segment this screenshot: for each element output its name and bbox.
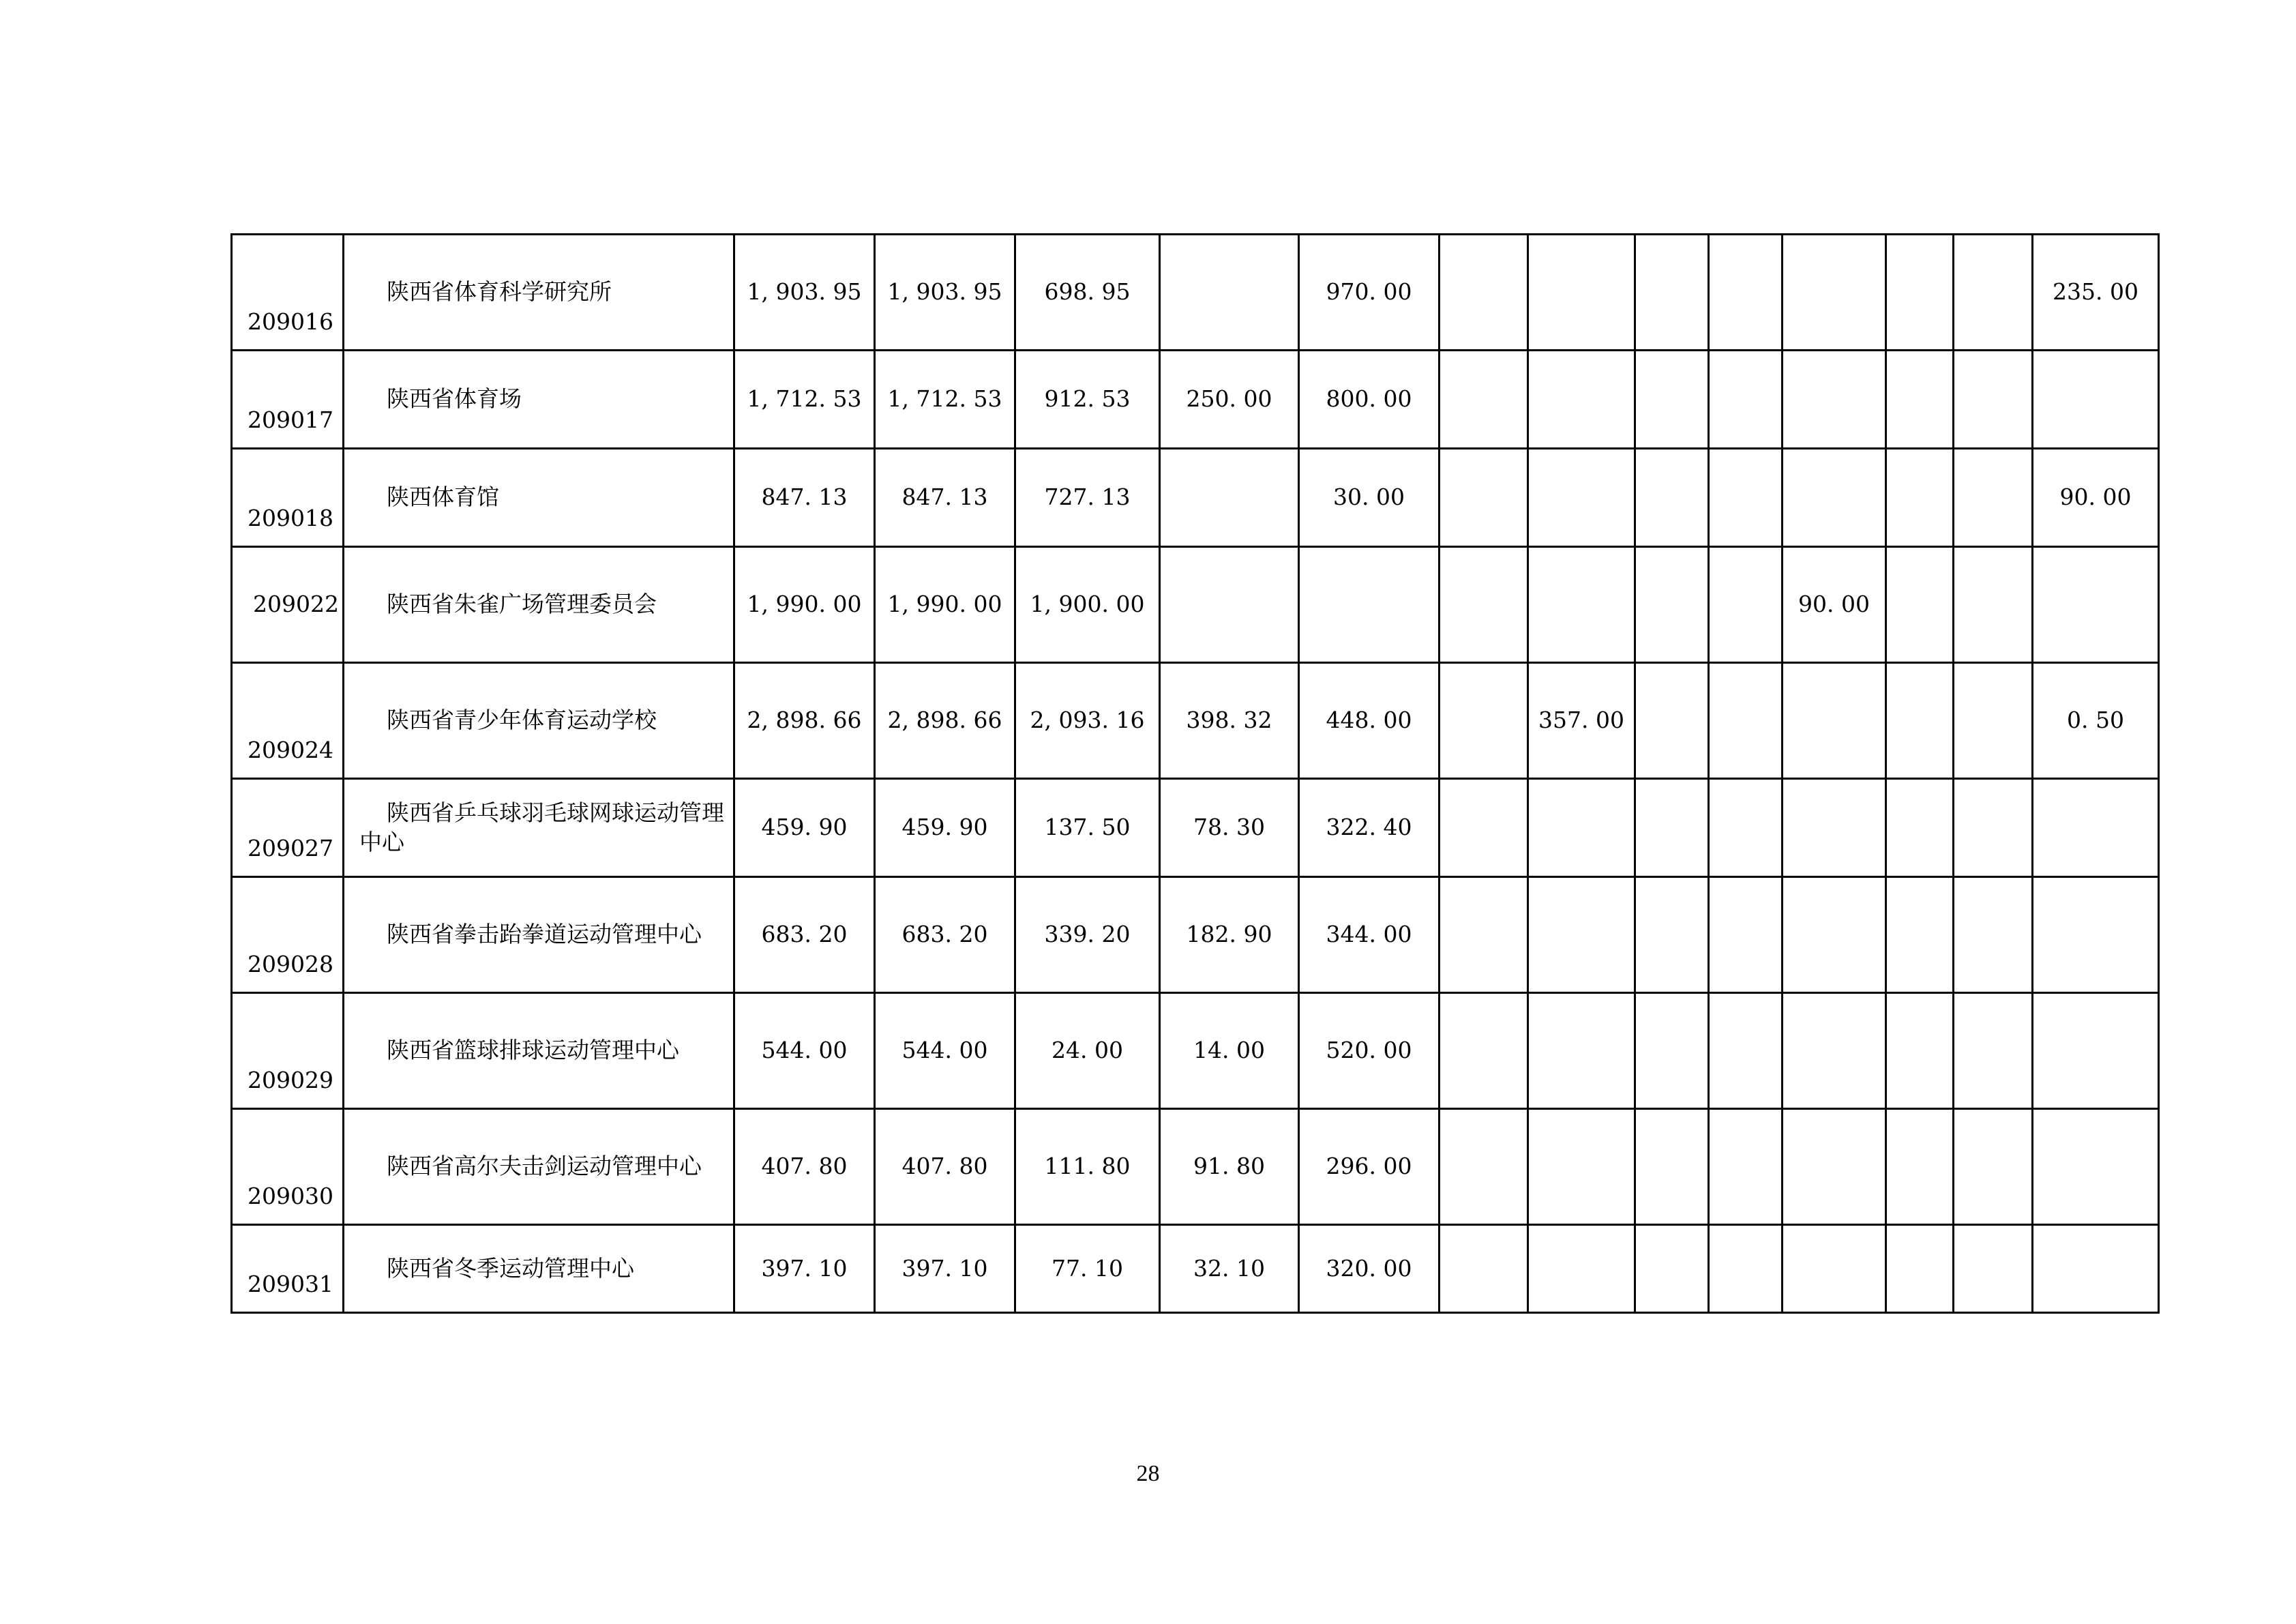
amount-cell: 398. 32 (1160, 663, 1299, 779)
unit-code-cell: 209031 (232, 1225, 344, 1313)
amount-cell (1440, 877, 1528, 993)
amount-cell (1709, 235, 1783, 351)
amount-cell: 683. 20 (875, 877, 1015, 993)
amount-cell (1528, 449, 1635, 547)
amount-cell (1709, 993, 1783, 1109)
amount-cell (1886, 449, 1954, 547)
amount-cell (1528, 779, 1635, 877)
amount-cell: 32. 10 (1160, 1225, 1299, 1313)
amount-cell (1528, 235, 1635, 351)
amount-cell (1886, 779, 1954, 877)
amount-cell (1886, 235, 1954, 351)
unit-name-cell: 陕西体育馆 (344, 449, 734, 547)
amount-cell (1954, 235, 2033, 351)
unit-code-cell: 209017 (232, 351, 344, 449)
table-row (232, 1109, 2159, 1225)
amount-cell (1635, 779, 1709, 877)
amount-cell: 14. 00 (1160, 993, 1299, 1109)
amount-cell (1635, 351, 1709, 449)
amount-cell: 912. 53 (1015, 351, 1160, 449)
unit-code-cell: 209028 (232, 877, 344, 993)
amount-cell: 357. 00 (1528, 663, 1635, 779)
amount-cell (1635, 449, 1709, 547)
amount-cell: 544. 00 (734, 993, 875, 1109)
amount-cell: 344. 00 (1299, 877, 1440, 993)
amount-cell (1528, 993, 1635, 1109)
table-row (232, 993, 2159, 1109)
amount-cell: 698. 95 (1015, 235, 1160, 351)
amount-cell (1160, 449, 1299, 547)
amount-cell (1886, 1225, 1954, 1313)
amount-cell (2033, 779, 2159, 877)
amount-cell (1954, 663, 2033, 779)
amount-cell (1709, 663, 1783, 779)
amount-cell (1783, 1109, 1886, 1225)
amount-cell (1440, 449, 1528, 547)
amount-cell (1635, 547, 1709, 663)
amount-cell (2033, 351, 2159, 449)
amount-cell: 91. 80 (1160, 1109, 1299, 1225)
amount-cell (1528, 1225, 1635, 1313)
table-row (232, 449, 2159, 547)
amount-cell (1886, 993, 1954, 1109)
page-number: 28 (1136, 1461, 1160, 1486)
unit-code-cell: 209024 (232, 663, 344, 779)
amount-cell: 847. 13 (734, 449, 875, 547)
unit-name-cell: 陕西省朱雀广场管理委员会 (344, 547, 734, 663)
unit-code-cell: 209018 (232, 449, 344, 547)
amount-cell: 320. 00 (1299, 1225, 1440, 1313)
unit-name-cell: 陕西省乒乓球羽毛球网球运动管理中心 (344, 779, 734, 877)
amount-cell (1440, 351, 1528, 449)
unit-code-cell: 209030 (232, 1109, 344, 1225)
table-row (232, 663, 2159, 779)
amount-cell (1440, 993, 1528, 1109)
amount-cell: 407. 80 (734, 1109, 875, 1225)
amount-cell: 2, 898. 66 (875, 663, 1015, 779)
amount-cell: 727. 13 (1015, 449, 1160, 547)
amount-cell: 78. 30 (1160, 779, 1299, 877)
amount-cell: 250. 00 (1160, 351, 1299, 449)
amount-cell: 182. 90 (1160, 877, 1299, 993)
amount-cell: 459. 90 (734, 779, 875, 877)
amount-cell (1954, 547, 2033, 663)
amount-cell (1783, 449, 1886, 547)
amount-cell (1783, 993, 1886, 1109)
amount-cell (2033, 1109, 2159, 1225)
amount-cell (1635, 235, 1709, 351)
amount-cell (1783, 235, 1886, 351)
amount-cell (1783, 351, 1886, 449)
amount-cell (1783, 877, 1886, 993)
amount-cell: 339. 20 (1015, 877, 1160, 993)
amount-cell (1954, 779, 2033, 877)
amount-cell: 30. 00 (1299, 449, 1440, 547)
amount-cell (1709, 877, 1783, 993)
amount-cell (1440, 547, 1528, 663)
amount-cell (1709, 351, 1783, 449)
amount-cell: 296. 00 (1299, 1109, 1440, 1225)
amount-cell: 1, 900. 00 (1015, 547, 1160, 663)
amount-cell: 2, 093. 16 (1015, 663, 1160, 779)
amount-cell: 970. 00 (1299, 235, 1440, 351)
amount-cell (1954, 993, 2033, 1109)
amount-cell (1635, 877, 1709, 993)
table-row (232, 547, 2159, 663)
amount-cell (1528, 877, 1635, 993)
table-row (232, 877, 2159, 993)
amount-cell (1709, 1109, 1783, 1225)
unit-name-cell: 陕西省青少年体育运动学校 (344, 663, 734, 779)
amount-cell (1954, 449, 2033, 547)
amount-cell: 407. 80 (875, 1109, 1015, 1225)
amount-cell: 0. 50 (2033, 663, 2159, 779)
amount-cell (1299, 547, 1440, 663)
amount-cell (1528, 351, 1635, 449)
unit-name-cell: 陕西省冬季运动管理中心 (344, 1225, 734, 1313)
amount-cell: 448. 00 (1299, 663, 1440, 779)
amount-cell: 24. 00 (1015, 993, 1160, 1109)
amount-cell (1635, 1109, 1709, 1225)
amount-cell: 397. 10 (734, 1225, 875, 1313)
amount-cell: 1, 903. 95 (875, 235, 1015, 351)
amount-cell (1635, 993, 1709, 1109)
amount-cell: 111. 80 (1015, 1109, 1160, 1225)
amount-cell (1709, 449, 1783, 547)
amount-cell (1440, 663, 1528, 779)
table-row (232, 235, 2159, 351)
amount-cell: 137. 50 (1015, 779, 1160, 877)
amount-cell: 397. 10 (875, 1225, 1015, 1313)
amount-cell (1886, 877, 1954, 993)
amount-cell: 77. 10 (1015, 1225, 1160, 1313)
amount-cell (1709, 1225, 1783, 1313)
unit-code-cell: 209022 (232, 547, 344, 663)
amount-cell (1954, 1109, 2033, 1225)
amount-cell: 235. 00 (2033, 235, 2159, 351)
amount-cell: 847. 13 (875, 449, 1015, 547)
amount-cell: 1, 712. 53 (875, 351, 1015, 449)
amount-cell (1635, 663, 1709, 779)
budget-table (230, 233, 2160, 1314)
amount-cell (1440, 1225, 1528, 1313)
table-row (232, 779, 2159, 877)
unit-name-cell: 陕西省体育场 (344, 351, 734, 449)
unit-name-cell: 陕西省篮球排球运动管理中心 (344, 993, 734, 1109)
unit-code-cell: 209029 (232, 993, 344, 1109)
amount-cell (1160, 235, 1299, 351)
amount-cell (1440, 235, 1528, 351)
amount-cell (2033, 877, 2159, 993)
amount-cell (1528, 547, 1635, 663)
amount-cell: 2, 898. 66 (734, 663, 875, 779)
amount-cell: 90. 00 (1783, 547, 1886, 663)
unit-name-cell: 陕西省拳击跆拳道运动管理中心 (344, 877, 734, 993)
amount-cell (2033, 547, 2159, 663)
amount-cell (1440, 1109, 1528, 1225)
amount-cell (2033, 1225, 2159, 1313)
amount-cell (1954, 877, 2033, 993)
table-row (232, 1225, 2159, 1313)
amount-cell (2033, 993, 2159, 1109)
amount-cell (1783, 663, 1886, 779)
amount-cell: 1, 712. 53 (734, 351, 875, 449)
amount-cell: 683. 20 (734, 877, 875, 993)
amount-cell: 459. 90 (875, 779, 1015, 877)
amount-cell: 800. 00 (1299, 351, 1440, 449)
amount-cell: 520. 00 (1299, 993, 1440, 1109)
table-body (232, 235, 2159, 1313)
amount-cell (1160, 547, 1299, 663)
amount-cell (1886, 547, 1954, 663)
amount-cell: 90. 00 (2033, 449, 2159, 547)
amount-cell (1886, 351, 1954, 449)
unit-name-cell: 陕西省高尔夫击剑运动管理中心 (344, 1109, 734, 1225)
amount-cell (1635, 1225, 1709, 1313)
amount-cell (1528, 1109, 1635, 1225)
table-row (232, 351, 2159, 449)
amount-cell (1886, 663, 1954, 779)
amount-cell (1709, 547, 1783, 663)
amount-cell (1954, 1225, 2033, 1313)
amount-cell: 544. 00 (875, 993, 1015, 1109)
amount-cell (1709, 779, 1783, 877)
amount-cell (1783, 1225, 1886, 1313)
amount-cell (1440, 779, 1528, 877)
amount-cell: 1, 990. 00 (734, 547, 875, 663)
unit-name-cell: 陕西省体育科学研究所 (344, 235, 734, 351)
amount-cell (1783, 779, 1886, 877)
amount-cell (1886, 1109, 1954, 1225)
amount-cell: 1, 990. 00 (875, 547, 1015, 663)
amount-cell: 322. 40 (1299, 779, 1440, 877)
amount-cell: 1, 903. 95 (734, 235, 875, 351)
unit-code-cell: 209027 (232, 779, 344, 877)
amount-cell (1954, 351, 2033, 449)
unit-code-cell: 209016 (232, 235, 344, 351)
